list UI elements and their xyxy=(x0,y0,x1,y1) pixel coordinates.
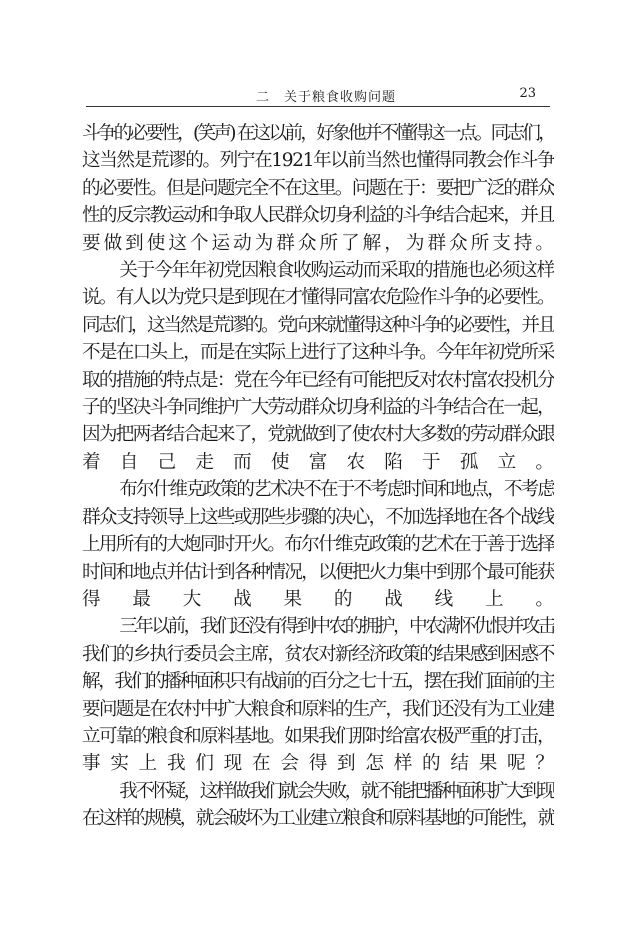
text-line: 我们的乡执行委员会主席，贫农对新经济政策的结果感到困惑不 xyxy=(82,643,554,665)
paragraph-5 xyxy=(82,778,554,833)
text-line: 布尔什维克政策的艺术决不在于不考虑时间和地点，不考虑 xyxy=(119,479,554,501)
text-line: 解，我们的播种面积只有战前的百分之七十五，摆在我们面前的主 xyxy=(82,671,554,693)
text-line: 斗争的必要性，(笑声) 在这以前，好象他并不懂得这一点。同志们， xyxy=(82,123,554,144)
paragraph-2 xyxy=(82,257,554,476)
text-line: 这当然是荒谬的。列宁在1921年以前当然也懂得同教会作斗争 xyxy=(82,150,554,172)
text-line: 我不怀疑，这样做我们就会失败，就不能把播种面积扩大到现 xyxy=(119,780,554,802)
header-rule xyxy=(86,106,550,107)
page-number: 23 xyxy=(519,86,536,101)
text-line: 说。有人以为党只是到现在才懂得同富农危险作斗争的必要性。 xyxy=(82,287,554,309)
text-line: 因为把两者结合起来了，党就做到了使农村大多数的劳动群众跟 xyxy=(82,424,554,446)
text-line: 关于今年年初党因粮食收购运动而采取的措施也必须这样 xyxy=(119,260,554,282)
text-line: 群众支持领导上这些或那些步骤的决心，不加选择地在各个战线 xyxy=(82,506,554,528)
paragraph-1 xyxy=(82,120,554,257)
text-line: 得最大战果的战线上。 xyxy=(82,588,554,610)
text-line: 事实上我们现在会得到怎样的结果呢？ xyxy=(82,753,554,775)
running-header-title: 二 关于粮食收购问题 xyxy=(256,90,397,105)
text-line: 立可靠的粮食和原料基地。如果我们那时给富农极严重的打击， xyxy=(82,725,554,747)
text-line: 性的反宗教运动和争取人民群众切身利益的斗争结合起来，并且 xyxy=(82,205,554,227)
text-line: 要问题是在农村中扩大粮食和原料的生产，我们还没有为工业建 xyxy=(82,698,554,720)
text-line: 上用所有的大炮同时开火。布尔什维克政策的艺术在于善于选择 xyxy=(82,534,554,556)
text-line: 的必要性。但是问题完全不在这里。问题在于：要把广泛的群众 xyxy=(82,177,554,199)
text-line: 三年以前，我们还没有得到中农的拥护，中农满怀仇恨并攻击 xyxy=(119,616,554,638)
text-line: 在这样的规模，就会破坏为工业建立粮食和原料基地的可能性，就 xyxy=(82,808,554,830)
text-line: 要做到使这个运动为群众所了解，为群众所支持。 xyxy=(82,232,554,254)
paragraph-3 xyxy=(82,476,554,613)
text-line: 着自己走而使富农陷于孤立。 xyxy=(82,451,554,473)
running-header xyxy=(86,84,550,108)
paragraph-4 xyxy=(82,613,554,777)
text-line: 不是在口头上，而是在实际上进行了这种斗争。今年年初党所采 xyxy=(82,342,554,364)
text-line: 同志们，这当然是荒谬的。党向来就懂得这种斗争的必要性，并且 xyxy=(82,314,554,336)
text-line: 子的坚决斗争同维护广大劳动群众切身利益的斗争结合在一起， xyxy=(82,397,554,419)
body-text xyxy=(82,120,554,833)
text-line: 时间和地点并估计到各种情况，以便把火力集中到那个最可能获 xyxy=(82,561,554,583)
text-line: 取的措施的特点是：党在今年已经有可能把反对农村富农投机分 xyxy=(82,369,554,391)
